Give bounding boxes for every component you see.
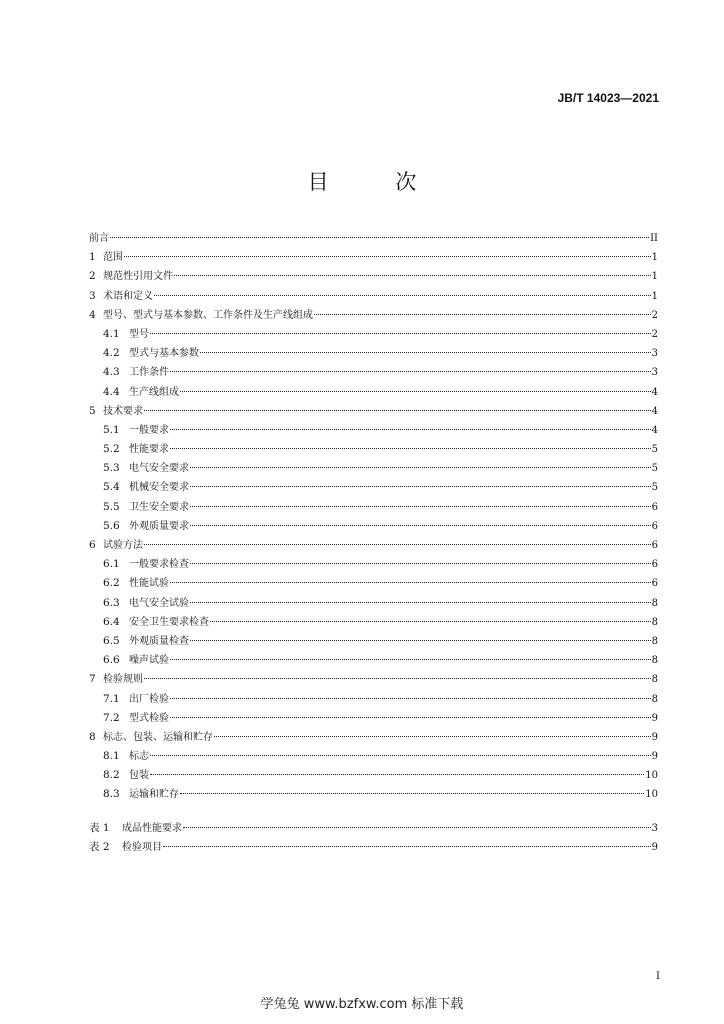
toc-entry-number: 6.5 bbox=[103, 634, 120, 647]
toc-entry[interactable] bbox=[89, 478, 658, 497]
toc-entry-page: 9 bbox=[651, 731, 658, 743]
toc-entry-label: 电气安全要求 bbox=[129, 463, 189, 475]
toc-entry-page: 1 bbox=[651, 271, 658, 283]
dot-leader bbox=[190, 486, 651, 487]
toc-entry-page: 8 bbox=[651, 674, 658, 686]
dot-leader bbox=[190, 506, 651, 507]
toc-entry-page: 9 bbox=[651, 751, 658, 763]
toc-entry[interactable] bbox=[89, 229, 658, 248]
dot-leader bbox=[314, 314, 651, 315]
toc-entry-label: 工作条件 bbox=[129, 367, 169, 379]
toc-entry[interactable] bbox=[89, 670, 658, 689]
toc-entry-page: 3 bbox=[651, 822, 658, 834]
toc-entry-number: 4.1 bbox=[103, 327, 120, 340]
toc-entry-label: 范围 bbox=[103, 252, 123, 264]
toc-entry[interactable] bbox=[89, 766, 658, 785]
toc-entry[interactable] bbox=[89, 306, 658, 325]
toc-entry-number: 6.1 bbox=[103, 558, 120, 571]
toc-entry[interactable] bbox=[89, 287, 658, 306]
toc-entry-page: 2 bbox=[651, 328, 658, 340]
toc-entry-label: 规范性引用文件 bbox=[103, 271, 173, 283]
toc-entry[interactable] bbox=[89, 651, 658, 670]
toc-entry-page: 4 bbox=[651, 424, 658, 436]
toc-entry-label: 术语和定义 bbox=[103, 290, 153, 302]
toc-entry-label: 型式与基本参数 bbox=[129, 348, 199, 360]
toc-entry-page: 10 bbox=[645, 770, 658, 782]
toc-entry-label: 技术要求 bbox=[103, 405, 143, 417]
toc-entry-number: 6.2 bbox=[103, 577, 120, 590]
toc-entry[interactable] bbox=[89, 632, 658, 651]
toc-entry-label: 电气安全试验 bbox=[129, 597, 189, 609]
toc-entry-page: 8 bbox=[651, 693, 658, 705]
toc-entry[interactable] bbox=[89, 613, 658, 632]
toc-entry-label: 型号 bbox=[129, 328, 149, 340]
dot-leader bbox=[180, 391, 651, 392]
dot-leader bbox=[154, 295, 651, 296]
toc-entry[interactable] bbox=[89, 555, 658, 574]
toc-entry-page: 3 bbox=[651, 367, 658, 379]
toc-entry[interactable] bbox=[89, 402, 658, 421]
toc-entry-label: 机械安全要求 bbox=[129, 482, 189, 494]
toc-entry-page: 1 bbox=[651, 290, 658, 302]
toc-entry-page: 8 bbox=[651, 616, 658, 628]
toc-entry[interactable] bbox=[89, 267, 658, 286]
standard-code: JB/T 14023—2021 bbox=[557, 91, 659, 105]
toc-entry-page: 6 bbox=[651, 578, 658, 590]
dot-leader bbox=[144, 678, 651, 679]
toc-entry-page: 4 bbox=[651, 405, 658, 417]
toc-entry[interactable] bbox=[89, 747, 658, 766]
toc-entry-label: 标志、包装、运输和贮存 bbox=[103, 731, 213, 743]
dot-leader bbox=[190, 467, 651, 468]
dot-leader bbox=[214, 736, 651, 737]
toc-entry[interactable] bbox=[89, 838, 658, 857]
dot-leader bbox=[190, 525, 651, 526]
toc-entry-label: 一般要求检查 bbox=[129, 559, 189, 571]
table-of-contents bbox=[89, 229, 658, 857]
dot-leader bbox=[170, 698, 651, 699]
watermark-text: 学兔兔 www.bzfxw.com 标准下载 bbox=[260, 997, 464, 1012]
toc-entry-number: 4.2 bbox=[103, 347, 120, 360]
toc-entry-number: 6.3 bbox=[103, 596, 120, 609]
toc-entry-number: 3 bbox=[89, 289, 96, 302]
toc-entry[interactable] bbox=[89, 690, 658, 709]
toc-entry-page: 6 bbox=[651, 559, 658, 571]
toc-entry-page: 10 bbox=[645, 789, 658, 801]
toc-entry-number: 6.6 bbox=[103, 654, 120, 667]
toc-entry-page: 5 bbox=[651, 463, 658, 475]
toc-entry-label: 运输和贮存 bbox=[129, 789, 179, 801]
toc-entry-label: 外观质量检查 bbox=[129, 635, 189, 647]
toc-entry[interactable] bbox=[89, 344, 658, 363]
toc-entry-number: 6 bbox=[89, 539, 96, 551]
toc-entry-page: 1 bbox=[651, 252, 658, 264]
toc-entry-label: 生产线组成 bbox=[129, 386, 179, 398]
toc-entry-label: 包装 bbox=[129, 770, 149, 782]
toc-entry-label: 检验规则 bbox=[103, 674, 143, 686]
toc-entry-number: 8.1 bbox=[103, 750, 120, 763]
toc-entry-label: 性能要求 bbox=[129, 444, 169, 456]
toc-entry-number: 5.5 bbox=[103, 500, 120, 513]
dot-leader bbox=[170, 582, 651, 583]
toc-entry[interactable] bbox=[89, 325, 658, 344]
toc-entry-page: 5 bbox=[651, 482, 658, 494]
dot-leader bbox=[150, 774, 644, 775]
dot-leader bbox=[150, 755, 651, 756]
dot-leader bbox=[170, 659, 651, 660]
toc-entry[interactable] bbox=[89, 248, 658, 267]
toc-entry-page: 2 bbox=[651, 309, 658, 321]
toc-entry-page: 6 bbox=[651, 501, 658, 513]
toc-entry[interactable] bbox=[89, 819, 658, 838]
toc-entry-label: 型号、型式与基本参数、工作条件及生产线组成 bbox=[103, 309, 313, 321]
toc-entry-page: 4 bbox=[651, 386, 658, 398]
toc-entry-number: 8.2 bbox=[103, 769, 120, 782]
toc-entry-label: 噪声试验 bbox=[129, 655, 169, 667]
toc-entry-label: 成品性能要求 bbox=[122, 822, 182, 834]
toc-entry-number: 表 2 bbox=[89, 840, 110, 853]
toc-entry-label: 试验方法 bbox=[103, 540, 143, 551]
toc-entry-page: 6 bbox=[651, 520, 658, 532]
toc-entry-number: 8.3 bbox=[103, 788, 120, 801]
toc-entry-number: 1 bbox=[89, 251, 96, 264]
dot-leader bbox=[210, 621, 651, 622]
toc-entry-page: II bbox=[650, 233, 658, 244]
toc-entry-label: 一般要求 bbox=[129, 424, 169, 436]
toc-entry-number: 4.4 bbox=[103, 385, 120, 398]
toc-entry-page: 5 bbox=[651, 444, 658, 456]
dot-leader bbox=[144, 410, 651, 411]
toc-entry-number: 4 bbox=[89, 308, 96, 321]
page-number: I bbox=[656, 971, 660, 982]
toc-entry-number: 5.1 bbox=[103, 423, 120, 436]
toc-entry-page: 8 bbox=[651, 655, 658, 667]
dot-leader bbox=[150, 333, 651, 334]
toc-entry-number: 5.4 bbox=[103, 481, 120, 494]
toc-entry-label: 出厂检验 bbox=[129, 693, 169, 705]
toc-entry[interactable] bbox=[89, 728, 658, 747]
dot-leader bbox=[170, 371, 651, 372]
toc-entry-label: 外观质量要求 bbox=[129, 520, 189, 532]
toc-entry-label: 性能试验 bbox=[129, 578, 169, 590]
dot-leader bbox=[190, 602, 651, 603]
toc-entry[interactable] bbox=[89, 517, 658, 536]
toc-entry[interactable] bbox=[89, 785, 658, 804]
toc-entry[interactable] bbox=[89, 574, 658, 593]
toc-entry-page: 9 bbox=[651, 841, 658, 853]
toc-entry[interactable] bbox=[89, 421, 658, 440]
dot-leader bbox=[124, 256, 651, 257]
dot-leader bbox=[170, 717, 651, 718]
dot-leader bbox=[200, 352, 651, 353]
toc-entry-number: 5.3 bbox=[103, 462, 120, 475]
toc-entry-number: 7.1 bbox=[103, 692, 120, 705]
toc-entry-number: 5.6 bbox=[103, 519, 120, 532]
toc-entry[interactable] bbox=[89, 498, 658, 517]
toc-entry-number: 7 bbox=[89, 673, 96, 686]
toc-entry-number: 4.3 bbox=[103, 366, 120, 379]
toc-entry-page: 8 bbox=[651, 597, 658, 609]
dot-leader bbox=[110, 237, 649, 238]
toc-entry[interactable] bbox=[89, 363, 658, 382]
toc-entry-label: 型式检验 bbox=[129, 712, 169, 724]
toc-entry-page: 8 bbox=[651, 635, 658, 647]
toc-entry[interactable] bbox=[89, 383, 658, 402]
dot-leader bbox=[174, 275, 651, 276]
toc-entry-page: 6 bbox=[651, 540, 658, 551]
toc-entry-page: 9 bbox=[651, 712, 658, 724]
dot-leader bbox=[170, 448, 651, 449]
dot-leader bbox=[170, 429, 651, 430]
page-title: 目 次 bbox=[307, 170, 447, 194]
toc-entry-number: 5.2 bbox=[103, 443, 120, 456]
dot-leader bbox=[180, 793, 644, 794]
toc-entry[interactable] bbox=[89, 440, 658, 459]
toc-entry-number: 6.4 bbox=[103, 615, 120, 628]
dot-leader bbox=[190, 563, 651, 564]
toc-entry-number: 7.2 bbox=[103, 711, 120, 724]
dot-leader bbox=[190, 640, 651, 641]
toc-entry-number: 表 1 bbox=[89, 821, 110, 834]
dot-leader bbox=[163, 846, 651, 847]
toc-entry[interactable] bbox=[89, 536, 658, 555]
dot-leader bbox=[183, 827, 651, 828]
toc-entry[interactable] bbox=[89, 594, 658, 613]
toc-entry-label: 标志 bbox=[129, 751, 149, 763]
toc-entry-number: 5 bbox=[89, 404, 96, 417]
toc-entry-label: 安全卫生要求检查 bbox=[129, 616, 209, 628]
toc-entry-page: 3 bbox=[651, 348, 658, 360]
toc-entry[interactable] bbox=[89, 709, 658, 728]
toc-entry[interactable] bbox=[89, 459, 658, 478]
dot-leader bbox=[144, 544, 651, 545]
toc-entry-label: 前言 bbox=[89, 233, 109, 244]
toc-entry-label: 卫生安全要求 bbox=[129, 501, 189, 513]
toc-entry-number: 8 bbox=[89, 730, 96, 743]
toc-entry-label: 检验项目 bbox=[122, 841, 162, 853]
toc-entry-number: 2 bbox=[89, 270, 96, 283]
